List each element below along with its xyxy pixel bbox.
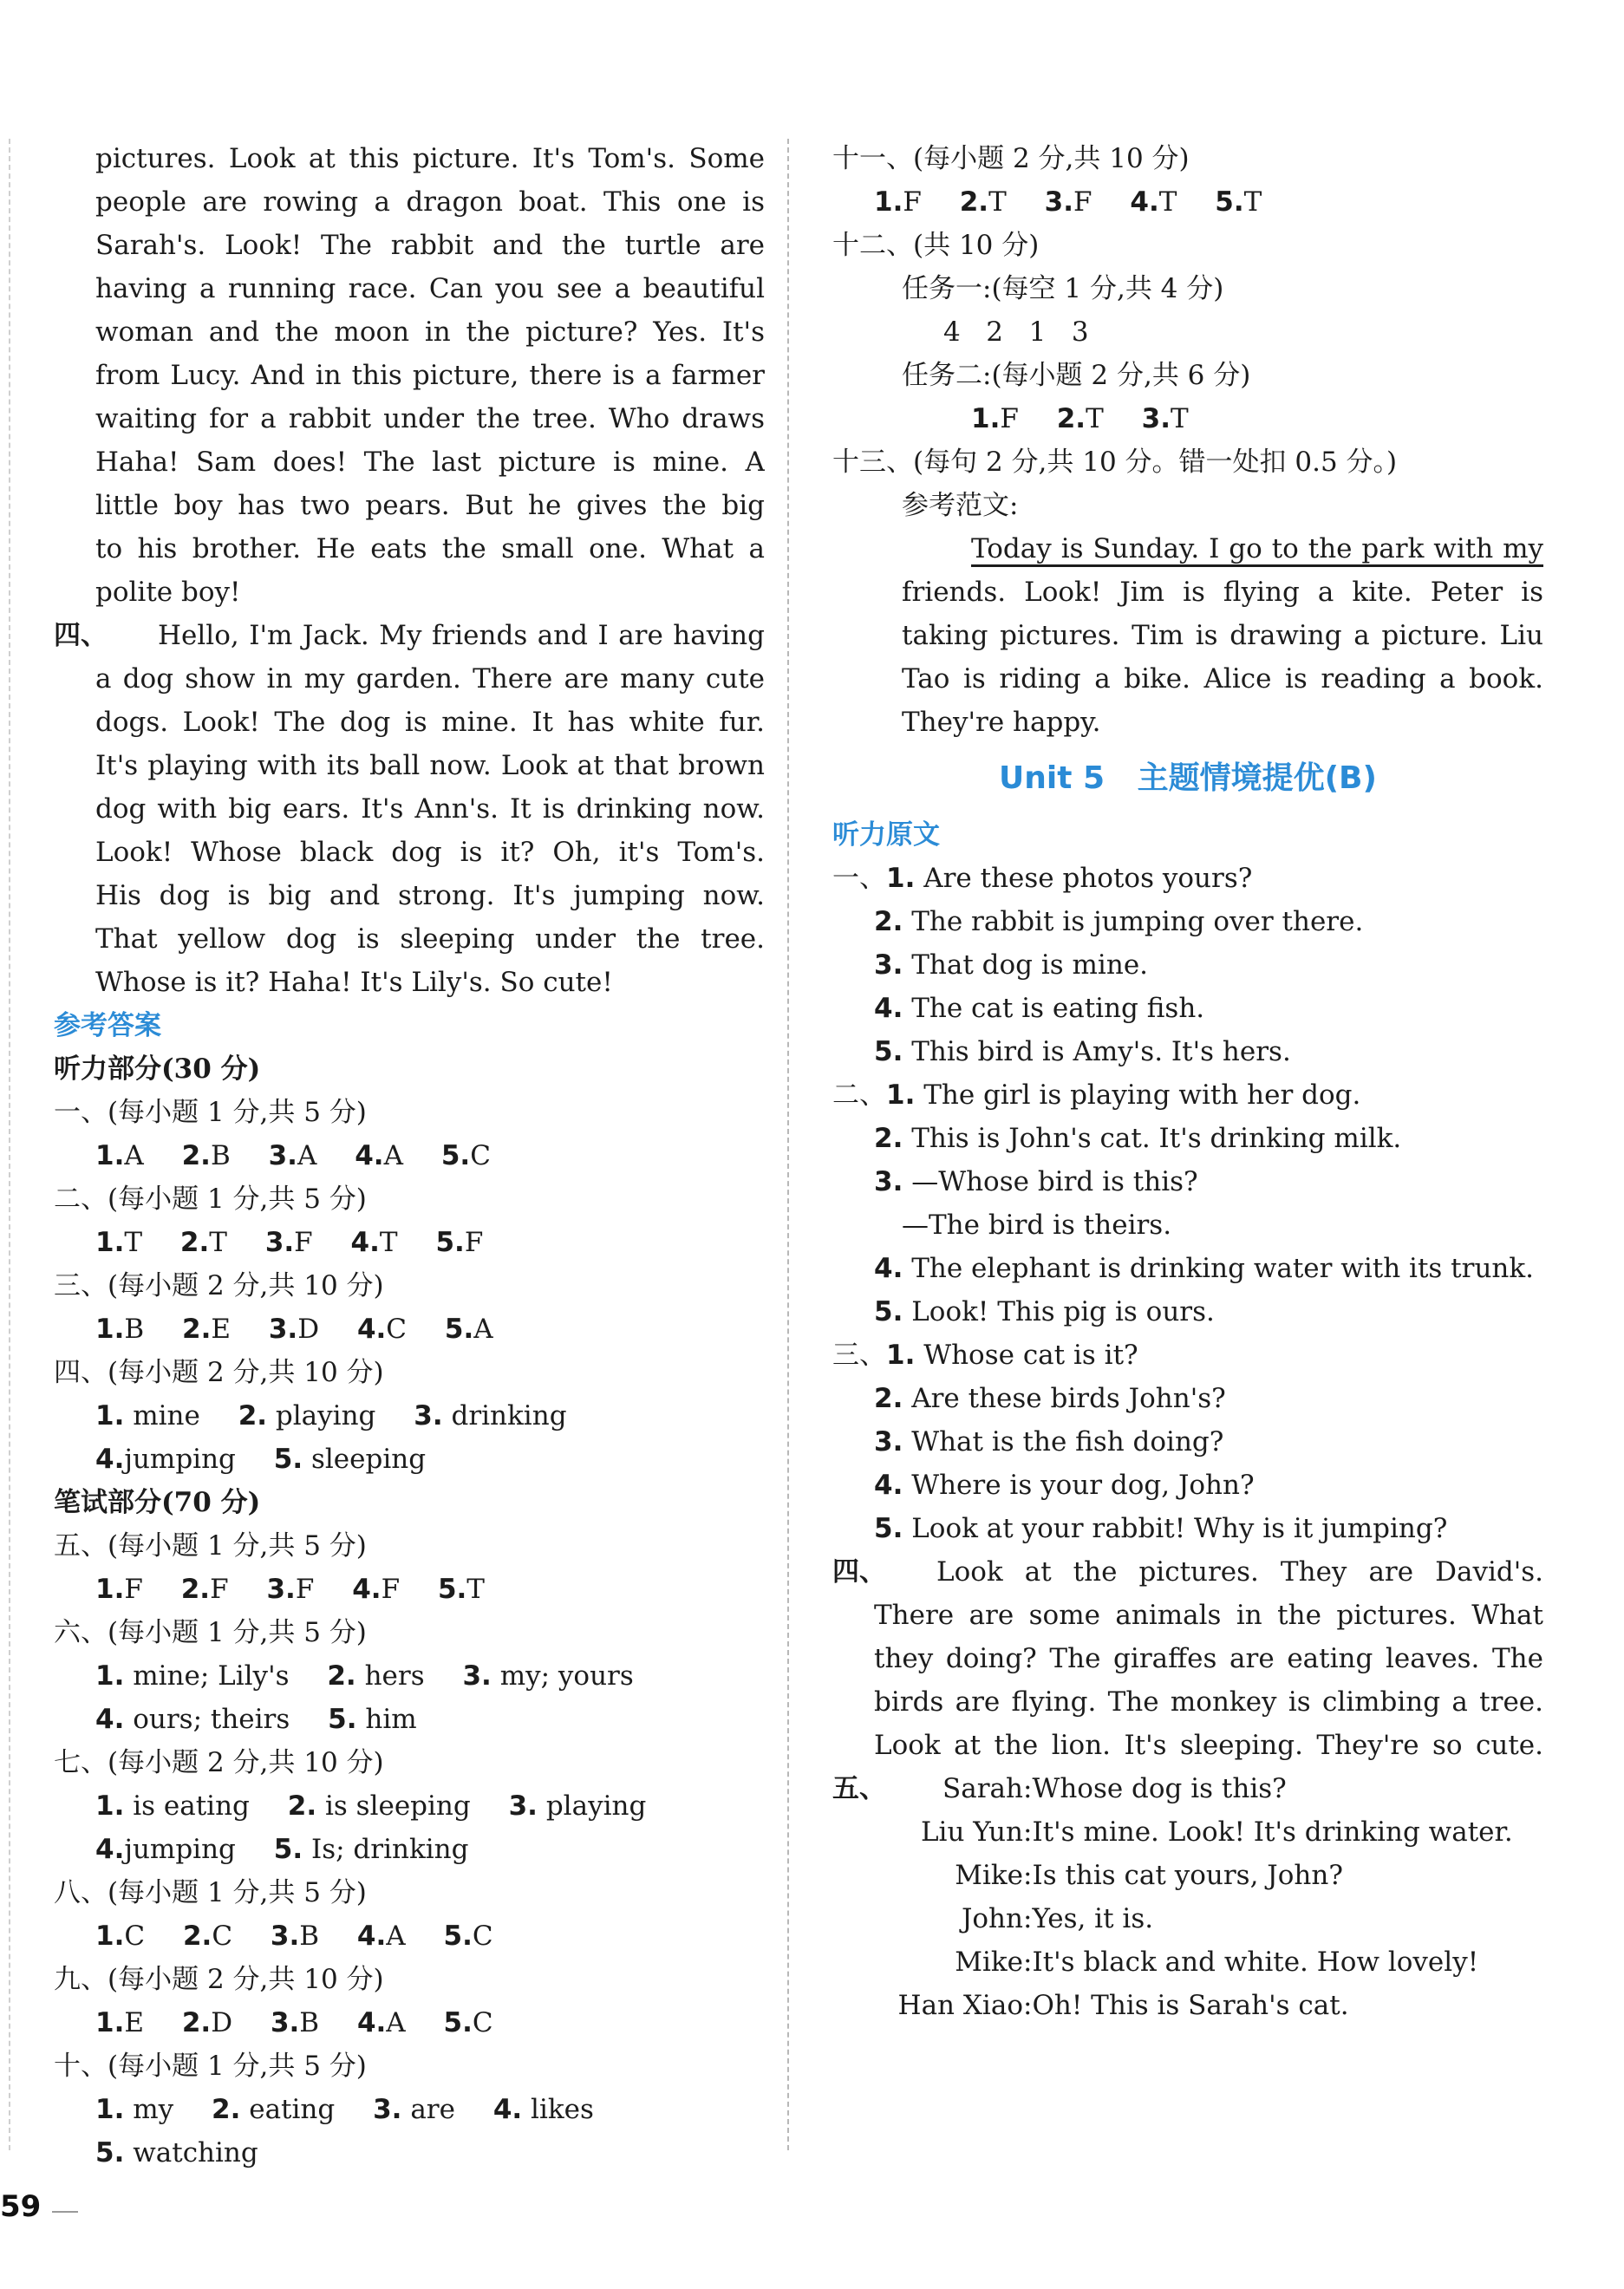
answer-item: 2. is sleeping xyxy=(287,1790,471,1822)
section-title: 十一、(每小题 2 分,共 10 分) xyxy=(832,143,1190,174)
answer-item: 1.F xyxy=(95,1574,143,1605)
answer-item: 3.T xyxy=(1141,403,1189,434)
passage-4-first-line xyxy=(54,614,765,657)
script-line: 三、1. Whose cat is it? xyxy=(832,1340,1138,1371)
script-line: Look at the lion. It's sleeping. They're so cute. xyxy=(874,1730,1543,1761)
answer-item: 4. likes xyxy=(492,2094,594,2125)
answer-item: 1. mine xyxy=(95,1400,200,1431)
section-title: 十二、(共 10 分) xyxy=(832,230,1040,261)
answer-item: 2.B xyxy=(181,1140,231,1171)
section-title: 七、(每小题 2 分,共 10 分) xyxy=(54,1747,384,1778)
answer-item: 4.A xyxy=(356,1921,406,1952)
section-title: 六、(每小题 1 分,共 5 分) xyxy=(54,1617,367,1648)
script-section-1 xyxy=(832,857,1543,1073)
answer-item: 3.F xyxy=(1044,186,1092,218)
dialogue-line: Han Xiao : Oh! This is Sarah's cat. xyxy=(897,1990,1349,2021)
answer-item: 3. playing xyxy=(508,1790,647,1822)
answer-item: 5.A xyxy=(444,1314,493,1345)
text-line: to his brother. He eats the small one. What a xyxy=(95,533,765,564)
section-title: 十、(每小题 1 分,共 5 分) xyxy=(54,2051,367,2082)
script-line: There are some animals in the pictures. What xyxy=(874,1600,1543,1631)
dialogue-line: Mike : Is this cat yours, John? xyxy=(955,1860,1343,1891)
answer-row xyxy=(54,1654,765,1698)
dialogue-line: Liu Yun : It's mine. Look! It's drinking water. xyxy=(920,1816,1513,1848)
answer-item: 2.C xyxy=(182,1921,233,1952)
essay-line: Today is Sunday. I go to the park with my xyxy=(971,533,1543,564)
answer-item: 5.F xyxy=(435,1227,484,1258)
answer-item: 4.A xyxy=(356,2007,406,2038)
answer-item: 1. is eating xyxy=(95,1790,250,1822)
text-line: people are rowing a dragon boat. This one is xyxy=(95,186,765,218)
answer-item: 3.A xyxy=(268,1140,317,1171)
script-line: 一、1. Are these photos yours? xyxy=(832,863,1253,894)
answer-item: 5. watching xyxy=(95,2137,258,2168)
text-line: woman and the moon in the picture? Yes. It's xyxy=(95,316,765,348)
answer-item: 3.F xyxy=(264,1227,313,1258)
script-line: they doing? The giraffes are eating leaves. The xyxy=(874,1643,1543,1674)
answer-item: 5. sleeping xyxy=(273,1444,427,1475)
script-line: 5. This bird is Amy's. It's hers. xyxy=(874,1036,1291,1067)
answer-item: 3.B xyxy=(270,1921,320,1952)
answer-item: 2.F xyxy=(180,1574,229,1605)
answer-row xyxy=(54,2001,765,2044)
section-title: 一、(每小题 1 分,共 5 分) xyxy=(54,1097,367,1128)
answer-row xyxy=(54,1308,765,1351)
essay-line: They're happy. xyxy=(902,707,1101,738)
answer-item: 2.T xyxy=(179,1227,227,1258)
essay-line: Tao is riding a bike. Alice is reading a book. xyxy=(902,663,1543,695)
column-divider xyxy=(787,139,789,2150)
answer-row xyxy=(54,1134,765,1177)
section-title: 九、(每小题 2 分,共 10 分) xyxy=(54,1964,384,1995)
answer-row xyxy=(54,1784,765,1828)
script-line: 3. That dog is mine. xyxy=(874,949,1149,981)
answer-item: 1. my xyxy=(95,2094,174,2125)
script-line: 四、 Look at the pictures. They are David's. xyxy=(832,1556,1543,1588)
script-line: 2. This is John's cat. It's drinking milk. xyxy=(874,1123,1402,1154)
answer-item: 5. Is; drinking xyxy=(273,1834,469,1865)
answer-item: 4.jumping xyxy=(95,1444,236,1475)
answer-item: 2.T xyxy=(1056,403,1104,434)
script-line: 5. Look! This pig is ours. xyxy=(874,1296,1215,1327)
answer-item: 1.B xyxy=(95,1314,145,1345)
sample-label: 参考范文: xyxy=(902,490,1019,521)
text-line: pictures. Look at this picture. It's Tom's. Some xyxy=(95,143,765,174)
dialogue-line: Mike : It's black and white. How lovely! xyxy=(955,1947,1479,1978)
answer-item: 2. hers xyxy=(327,1660,425,1692)
text-line: dog with big ears. It's Ann's. It is drinking now. xyxy=(95,793,765,825)
answer-item: 2. eating xyxy=(212,2094,336,2125)
answer-item: 3. are xyxy=(373,2094,455,2125)
right-column xyxy=(832,137,1543,2027)
text-line: Whose is it? Haha! It's Lily's. So cute! xyxy=(95,967,613,998)
answer-row xyxy=(54,1438,765,1481)
script-line: —The bird is theirs. xyxy=(902,1210,1172,1241)
section-title: 五、(每小题 1 分,共 5 分) xyxy=(54,1530,367,1562)
answer-item: 1.T xyxy=(95,1227,143,1258)
script-line: 3. What is the fish doing? xyxy=(874,1426,1224,1458)
answers-header: 参考答案 xyxy=(54,1010,161,1041)
answer-item: 4.F xyxy=(352,1574,401,1605)
text-line: It's playing with its ball now. Look at that brown xyxy=(95,750,765,781)
section-title: 四、(每小题 2 分,共 10 分) xyxy=(54,1357,384,1388)
passage-4 xyxy=(54,614,765,1004)
script-line: 2. The rabbit is jumping over there. xyxy=(874,906,1364,937)
answer-item: 4.C xyxy=(356,1314,408,1345)
answer-item: 1.E xyxy=(95,2007,144,2038)
answer-row xyxy=(54,2088,765,2131)
answer-item: 4.T xyxy=(1130,186,1177,218)
text-line: His dog is big and strong. It's jumping now. xyxy=(95,880,765,911)
script-line: 4. The elephant is drinking water with its trunk. xyxy=(874,1253,1535,1284)
section-label: 四、 xyxy=(54,620,108,651)
task-answers: 4 2 1 3 xyxy=(943,316,1089,348)
left-column xyxy=(54,137,765,2175)
answer-item: 5. him xyxy=(328,1704,417,1735)
text-line: a dog show in my garden. There are many cute xyxy=(95,663,765,695)
answer-item: 4.A xyxy=(355,1140,403,1171)
text-line: polite boy! xyxy=(95,577,241,608)
answer-item: 4.T xyxy=(350,1227,398,1258)
script-line: 4. The cat is eating fish. xyxy=(874,993,1205,1024)
script-section-4 xyxy=(832,1550,1543,1767)
essay-line: friends. Look! Jim is flying a kite. Peter is xyxy=(902,577,1543,608)
answer-item: 5.T xyxy=(1215,186,1262,218)
answer-item: 3.F xyxy=(266,1574,315,1605)
page-number-dash xyxy=(52,2211,78,2213)
answer-row xyxy=(54,1221,765,1264)
script-line: birds are flying. The monkey is climbing a tree. xyxy=(874,1686,1543,1718)
listening-header: 听力部分(30 分) xyxy=(54,1053,261,1085)
text-line: Hello, I'm Jack. My friends and I are having xyxy=(158,620,765,651)
answer-item: 3.D xyxy=(268,1314,320,1345)
answer-item: 5.C xyxy=(440,1140,491,1171)
answer-row xyxy=(54,1568,765,1611)
page-number: 59 xyxy=(0,2189,42,2224)
script-section-3 xyxy=(832,1334,1543,1550)
answer-item: 5.T xyxy=(437,1574,485,1605)
dialogue-line: 五、 Sarah : Whose dog is this? xyxy=(832,1773,1287,1804)
text-line: That yellow dog is sleeping under the tree. xyxy=(95,923,765,955)
answer-item: 1.F xyxy=(874,186,922,218)
section-title: 二、(每小题 1 分,共 5 分) xyxy=(54,1184,367,1215)
script-section-2 xyxy=(832,1073,1543,1334)
answer-row xyxy=(54,1394,765,1438)
script-header: 听力原文 xyxy=(832,819,940,851)
script-line: 2. Are these birds John's? xyxy=(874,1383,1226,1414)
answer-item: 5.C xyxy=(443,2007,493,2038)
answer-item: 1.F xyxy=(971,403,1019,434)
unit-title: Unit 5 主题情境提优(B) xyxy=(999,760,1377,796)
text-line: Sarah's. Look! The rabbit and the turtle are xyxy=(95,230,765,261)
text-line: Haha! Sam does! The last picture is mine. A xyxy=(95,447,765,478)
text-line: having a running race. Can you see a beautiful xyxy=(95,273,765,304)
section-title: 八、(每小题 1 分,共 5 分) xyxy=(54,1877,367,1908)
text-line: little boy has two pears. But he gives the big xyxy=(95,490,765,521)
answer-item: 5.C xyxy=(443,1921,493,1952)
task-title: 任务一:(每空 1 分,共 4 分) xyxy=(902,273,1224,304)
answer-item: 2.E xyxy=(182,1314,231,1345)
dialogue-line: John : Yes, it is. xyxy=(961,1903,1154,1934)
passage-3 xyxy=(54,137,765,614)
text-line: from Lucy. And in this picture, there is a farmer xyxy=(95,360,765,391)
answer-row xyxy=(54,1698,765,1741)
text-line: Look! Whose black dog is it? Oh, it's Tom's. xyxy=(95,837,765,868)
script-line: 4. Where is your dog, John? xyxy=(874,1470,1255,1501)
essay-line: taking pictures. Tim is drawing a picture. Liu xyxy=(902,620,1543,651)
script-section-5 xyxy=(832,1767,1543,2027)
task-title: 任务二:(每小题 2 分,共 6 分) xyxy=(902,360,1251,391)
writing-header: 笔试部分(70 分) xyxy=(54,1487,261,1518)
answer-row xyxy=(832,180,1543,224)
answer-row xyxy=(54,2131,765,2175)
answer-item: 3.B xyxy=(270,2007,320,2038)
section-title: 三、(每小题 2 分,共 10 分) xyxy=(54,1270,384,1301)
section-title: 十三、(每句 2 分,共 10 分。错一处扣 0.5 分。) xyxy=(832,447,1398,478)
text-line: waiting for a rabbit under the tree. Who draws xyxy=(95,403,765,434)
answer-item: 3. my; yours xyxy=(462,1660,634,1692)
answer-item: 2.T xyxy=(959,186,1007,218)
answer-item: 1.A xyxy=(95,1140,144,1171)
script-line: 5. Look at your rabbit! Why is it jumping? xyxy=(874,1513,1448,1544)
answer-row xyxy=(832,397,1543,440)
script-line: 3. —Whose bird is this? xyxy=(874,1166,1198,1197)
answer-row xyxy=(54,1828,765,1871)
answer-item: 3. drinking xyxy=(414,1400,567,1431)
answer-item: 4. ours; theirs xyxy=(95,1704,290,1735)
answer-item: 1.C xyxy=(95,1921,146,1952)
answer-item: 1. mine; Lily's xyxy=(95,1660,290,1692)
binding-edge xyxy=(9,139,10,2150)
answer-item: 2.D xyxy=(181,2007,233,2038)
script-line: 二、1. The girl is playing with her dog. xyxy=(832,1079,1361,1111)
text-line: dogs. Look! The dog is mine. It has white fur. xyxy=(95,707,765,738)
answer-row xyxy=(54,1914,765,1958)
answer-item: 4.jumping xyxy=(95,1834,236,1865)
answer-item: 2. playing xyxy=(238,1400,376,1431)
